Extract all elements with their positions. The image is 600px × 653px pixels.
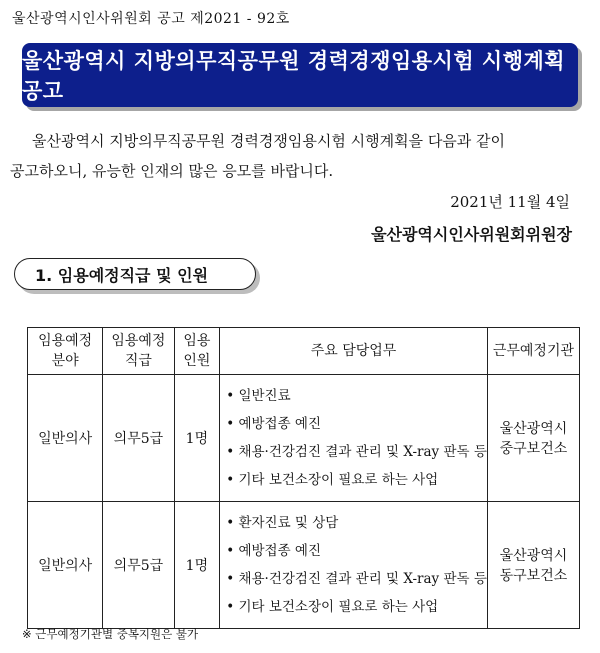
agency-line1: 울산광역시 bbox=[499, 548, 568, 564]
duty-item: • 채용·건강검진 결과 관리 및 X-ray 판독 등 bbox=[226, 571, 487, 587]
cell-duties bbox=[220, 502, 488, 629]
intro-paragraph bbox=[10, 126, 590, 186]
header-grade-line1: 임용예정 bbox=[111, 333, 166, 349]
title-banner bbox=[22, 43, 578, 107]
section-heading bbox=[14, 258, 256, 290]
page-title: 울산광역시 지방의무직공무원 경력경쟁임용시험 시행계획 공고 bbox=[22, 49, 566, 103]
section-heading-wrap bbox=[14, 258, 264, 296]
table-row bbox=[28, 502, 580, 629]
duty-item: • 환자진료 및 상담 bbox=[226, 515, 339, 531]
table-row bbox=[28, 375, 580, 502]
header-field bbox=[28, 328, 103, 375]
cell-count: 1명 bbox=[174, 375, 220, 502]
duty-item: • 기타 보건소장이 필요로 하는 사업 bbox=[226, 472, 439, 488]
agency-line1: 울산광역시 bbox=[499, 421, 568, 437]
duty-item: • 예방접종 예진 bbox=[226, 543, 321, 559]
cell-field: 일반의사 bbox=[28, 502, 103, 629]
cell-count: 1명 bbox=[174, 502, 220, 629]
cell-agency bbox=[487, 502, 579, 629]
duty-item: • 채용·건강검진 결과 관리 및 X-ray 판독 등 bbox=[226, 444, 487, 460]
duty-item: • 예방접종 예진 bbox=[226, 416, 321, 432]
header-count-line2: 인원 bbox=[183, 353, 211, 369]
header-grade-line2: 직급 bbox=[124, 353, 152, 369]
notice-date: 2021년 11월 4일 bbox=[450, 193, 570, 211]
notice-number: 울산광역시인사위원회 공고 제2021 - 92호 bbox=[12, 11, 290, 27]
header-field-line2: 분야 bbox=[51, 353, 79, 369]
footnote: ※ 근무예정기관별 중복지원은 불가 bbox=[22, 627, 199, 641]
header-agency: 근무예정기관 bbox=[487, 328, 579, 375]
intro-line-2: 공고하오니, 유능한 인재의 많은 응모를 바랍니다. bbox=[10, 162, 334, 180]
intro-line-1: 울산광역시 지방의무직공무원 경력경쟁임용시험 시행계획을 다음과 같이 bbox=[32, 132, 506, 150]
duty-item: • 기타 보건소장이 필요로 하는 사업 bbox=[226, 599, 439, 615]
cell-agency bbox=[487, 375, 579, 502]
agency-line2: 중구보건소 bbox=[499, 441, 568, 457]
agency-line2: 동구보건소 bbox=[499, 568, 568, 584]
table-header-row bbox=[28, 328, 580, 375]
cell-grade: 의무5급 bbox=[103, 375, 174, 502]
signer: 울산광역시인사위원회위원장 bbox=[371, 225, 572, 244]
cell-grade: 의무5급 bbox=[103, 502, 174, 629]
duty-item: • 일반진료 bbox=[226, 388, 291, 404]
section-1-title: 1. 임용예정직급 및 인원 bbox=[35, 265, 209, 285]
header-field-line1: 임용예정 bbox=[38, 333, 93, 349]
cell-duties bbox=[220, 375, 488, 502]
header-count-line1: 임용 bbox=[183, 333, 211, 349]
cell-field: 일반의사 bbox=[28, 375, 103, 502]
header-duties: 주요 담당업무 bbox=[220, 328, 488, 375]
recruitment-table bbox=[27, 327, 580, 629]
header-grade bbox=[103, 328, 174, 375]
header-count bbox=[174, 328, 220, 375]
